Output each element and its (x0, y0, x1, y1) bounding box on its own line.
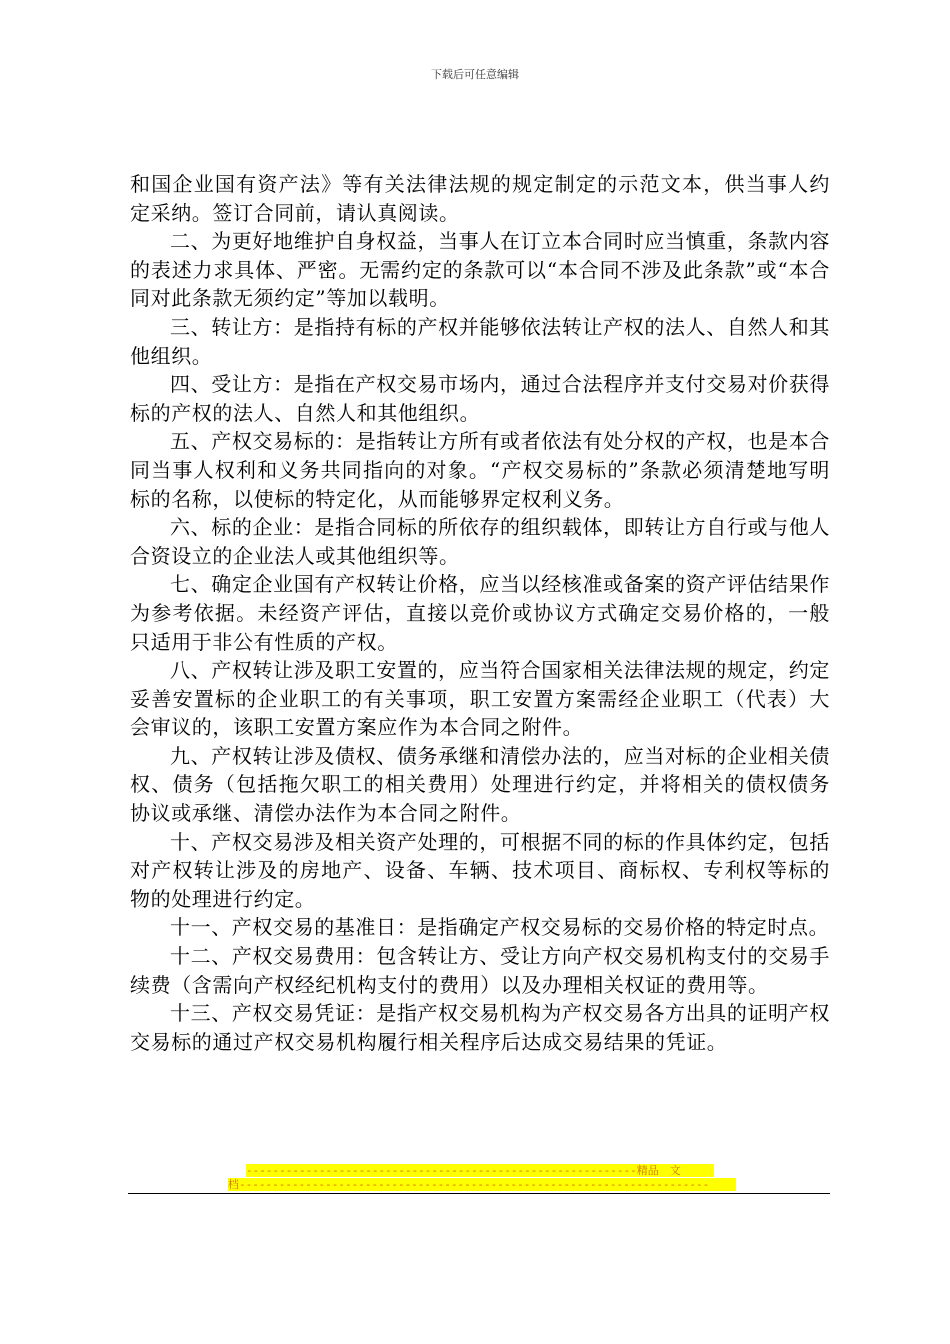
document-body (130, 170, 830, 1056)
paragraph-item-4: 四、受让方：是指在产权交易市场内，通过合法程序并支付交易对价获得标的产权的法人、自然人和其他组织。 (130, 372, 830, 425)
paragraph-continuation: 和国企业国有资产法》等有关法律法规的规定制定的示范文本，供当事人约定采纳。签订合同前，请认真阅读。 (130, 172, 830, 225)
paragraph-item-13: 十三、产权交易凭证：是指产权交易机构为产权交易各方出具的证明产权交易标的通过产权交易机构履行相关程序后达成交易结果的凭证。 (130, 1001, 830, 1054)
paragraph-item-10: 十、产权交易涉及相关资产处理的，可根据不同的标的作具体约定，包括对产权转让涉及的房地产、设备、车辆、技术项目、商标权、专利权等标的物的处理进行约定。 (130, 829, 830, 911)
page-header: 下载后可任意编辑 (431, 68, 519, 81)
paragraph-item-5: 五、产权交易标的：是指转让方所有或者依法有处分权的产权，也是本合同当事人权利和义务共同指向的对象。“产权交易标的”条款必须清楚地写明标的名称，以使标的特定化，从而能够界定权利义务。 (130, 429, 830, 511)
footer-divider (128, 1193, 830, 1194)
paragraph-item-3: 三、转让方：是指持有标的产权并能够依法转让产权的法人、自然人和其他组织。 (130, 314, 830, 368)
paragraph-item-8: 八、产权转让涉及职工安置的，应当符合国家相关法律法规的规定，约定妥善安置标的企业职工的有关事项，职工安置方案需经企业职工（代表）大会审议的，该职工安置方案应作为本合同之附件。 (130, 658, 830, 740)
paragraph-item-2: 二、为更好地维护自身权益，当事人在订立本合同时应当慎重，条款内容的表述力求具体、严密。无需约定的条款可以“本合同不涉及此条款”或“本合同对此条款无须约定”等加以载明。 (130, 229, 830, 311)
paragraph-item-12: 十二、产权交易费用：包含转让方、受让方向产权交易机构支付的交易手续费（含需向产权经纪机构支付的费用）以及办理相关权证的费用等。 (130, 944, 830, 997)
paragraph-item-7: 七、确定企业国有产权转让价格，应当以经核准或备案的资产评估结果作为参考依据。未经资产评估，直接以竞价或协议方式确定交易价格的，一般只适用于非公有性质的产权。 (130, 572, 830, 654)
paragraph-item-6: 六、标的企业：是指合同标的所依存的组织载体，即转让方自行或与他人合资设立的企业法人或其他组织等。 (130, 515, 830, 568)
paragraph-item-9: 九、产权转让涉及债权、债务承继和清偿办法的，应当对标的企业相关债权、债务（包括拖欠职工的相关费用）处理进行约定，并将相关的债权债务协议或承继、清偿办法作为本合同之附件。 (130, 743, 830, 826)
footer-banner-line-1: -----------------------------------------------------------精品 文 (246, 1164, 714, 1177)
footer-banner-line-2: 档----------------------------------------------------------------------- (228, 1178, 736, 1191)
paragraph-item-11: 十一、产权交易的基准日：是指确定产权交易标的交易价格的特定时点。 (170, 915, 830, 940)
